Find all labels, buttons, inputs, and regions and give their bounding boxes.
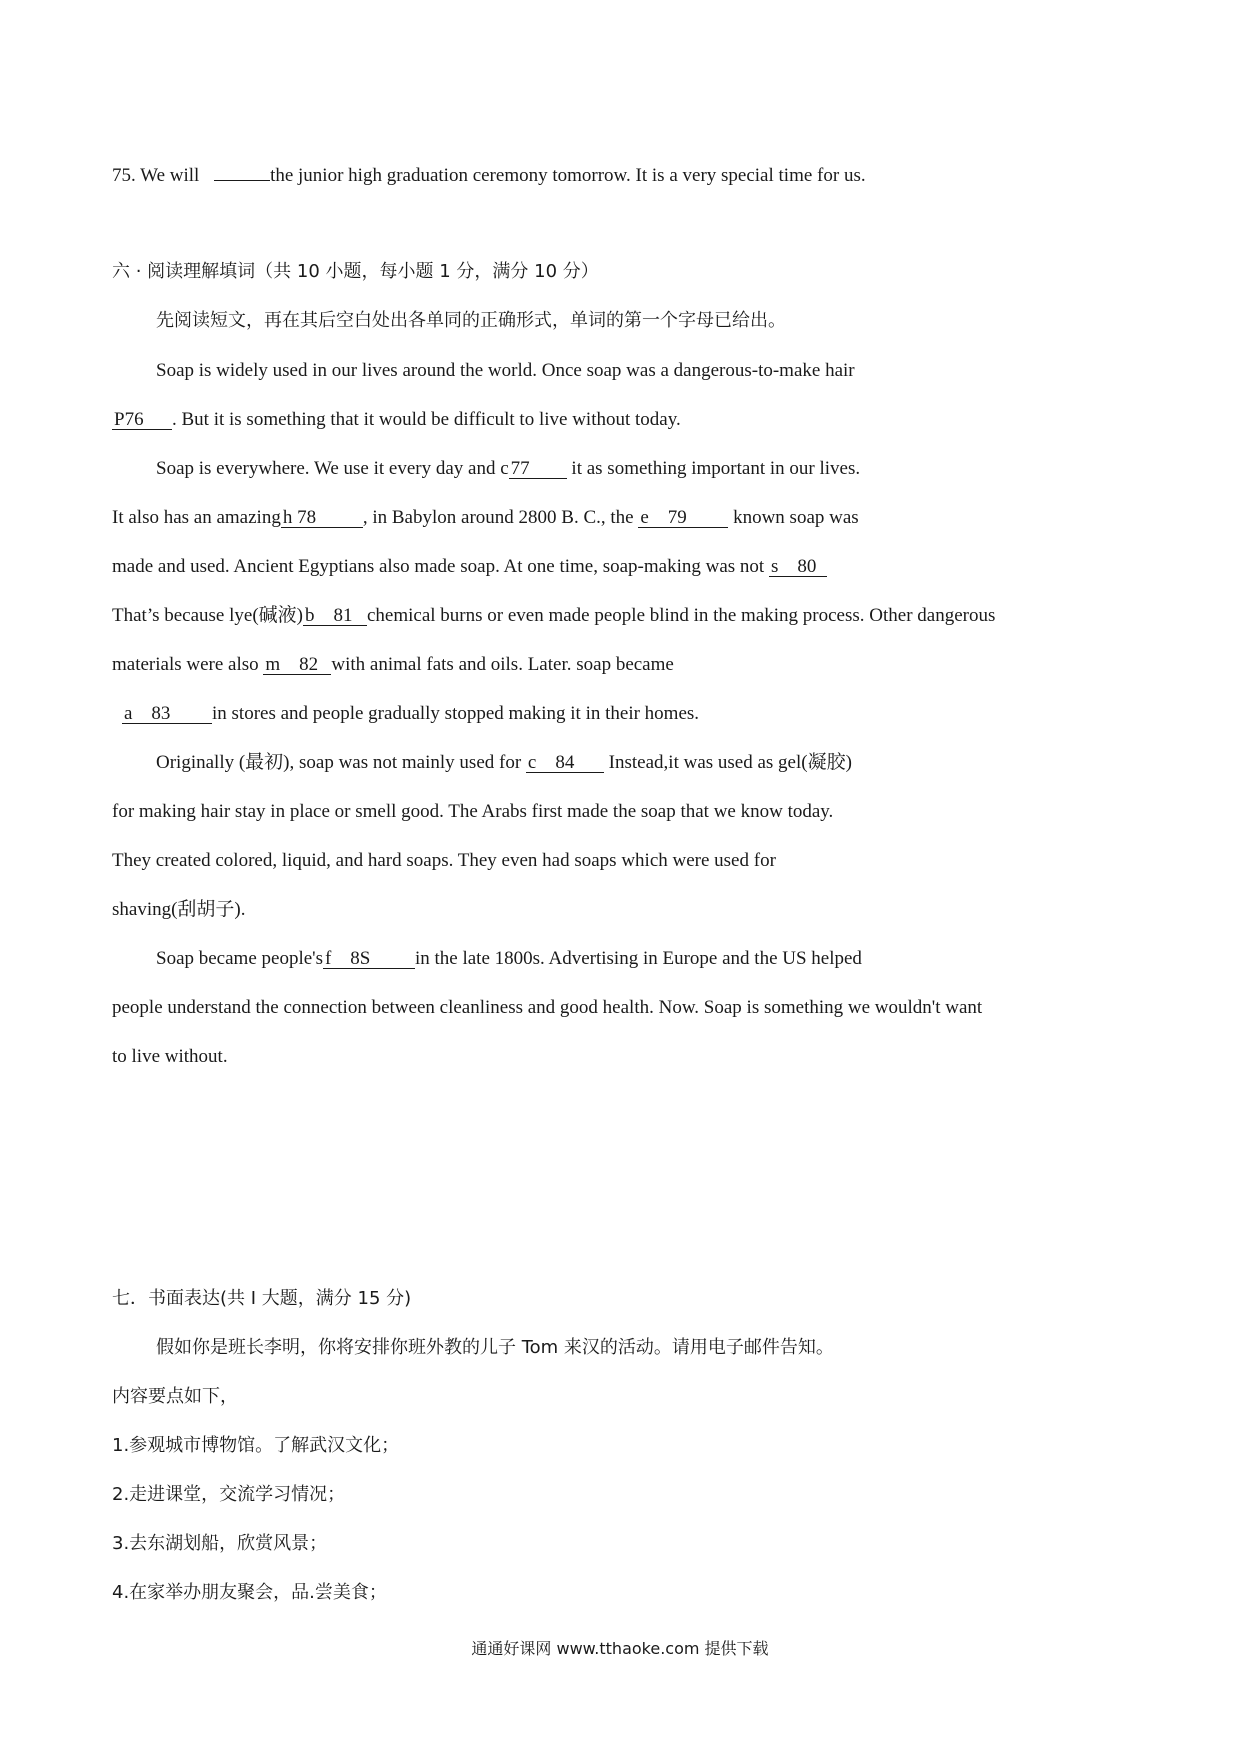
passage-line [156,459,860,479]
passage-line [112,606,995,626]
passage-line: people understand the connection between cleanliness and good health. Now. Soap is something we wouldn't want [112,997,983,1018]
passage-text: Instead,it was used as gel(凝胶) [608,752,852,773]
blank-77: 77 [509,459,567,479]
content-point: 4.在家举办朋友聚会，品.尝美食； [112,1582,387,1603]
q75-blank [214,180,270,181]
passage-text: chemical burns or even made people blind in the making process. Other dangerous [366,605,996,626]
question-75 [112,166,866,185]
passage-line [156,949,862,969]
passage-text: in stores and people gradually stopped making it in their homes. [212,703,700,724]
blank-80: s 80 [769,557,827,577]
passage-line [112,410,681,430]
passage-text: in the late 1800s. Advertising in Europe and the US helped [414,948,862,969]
blank-81: b 81 [303,606,367,626]
content-point: 2.走进课堂，交流学习情况； [112,1484,346,1505]
page-footer: 通通好课网 www.tthaoke.com 提供下载 [471,1639,769,1658]
blank-83: a 83 [122,704,212,724]
content-point: 3.去东湖划船，欣赏风景； [112,1533,328,1554]
section-7-prompt: 假如你是班长李明，你将安排你班外教的儿子 Tom 来汉的活动。请用电子邮件告知。 [156,1337,834,1358]
passage-line: They created colored, liquid, and hard soaps. They even had soaps which were used for [112,850,776,871]
passage-text: Soap became people's [156,948,323,969]
passage-text: known soap was [733,507,859,528]
passage-line [122,704,699,724]
passage-text: , in Babylon around 2800 B. C., the [362,507,634,528]
passage-text: . But it is something that it would be difficult to live without today. [172,409,681,430]
passage-text: made and used. Ancient Egyptians also made soap. At one time, soap-making was not [112,556,765,577]
passage-line: Soap is widely used in our lives around the world. Once soap was a dangerous-to-make hair [156,360,855,381]
section-7-title: 七．书面表达(共 I 大题，满分 15 分) [112,1288,412,1309]
passage-text: materials were also [112,654,259,675]
passage-text: Soap is everywhere. We use it every day and c [156,458,509,479]
passage-text: it as something important in our lives. [571,458,861,479]
passage-line [112,508,859,528]
passage-line [112,557,827,577]
q75-suffix: the junior high graduation ceremony tomorrow. It is a very special time for us. [270,165,866,186]
passage-line: to live without. [112,1046,228,1067]
section-6-title: 六 · 阅读理解填词（共 10 小题，每小题 1 分，满分 10 分） [112,261,599,282]
blank-84: c 84 [526,753,604,773]
section-6-instruction: 先阅读短文，再在其后空白处出各单同的正确形式，单词的第一个字母已给出。 [156,310,786,331]
blank-85: f 8S [323,949,415,969]
passage-line [156,753,852,773]
passage-text: with animal fats and oils. Later. soap became [331,654,674,675]
passage-text: It also has an amazing [112,507,281,528]
blank-79: e 79 [638,508,728,528]
passage-line: for making hair stay in place or smell good. The Arabs first made the soap that we know today. [112,801,834,822]
blank-76: P76 [112,410,172,430]
passage-line: shaving(刮胡子). [112,899,246,920]
blank-82: m 82 [263,655,331,675]
passage-text: Originally (最初), soap was not mainly used for [156,752,522,773]
passage-line [112,655,674,675]
passage-text: That’s because lye(碱液) [112,605,303,626]
blank-78: h 78 [281,508,363,528]
content-point: 1.参观城市博物馆。了解武汉文化； [112,1435,400,1456]
points-label: 内容要点如下， [112,1386,238,1407]
q75-prefix: 75. We will [112,165,200,186]
